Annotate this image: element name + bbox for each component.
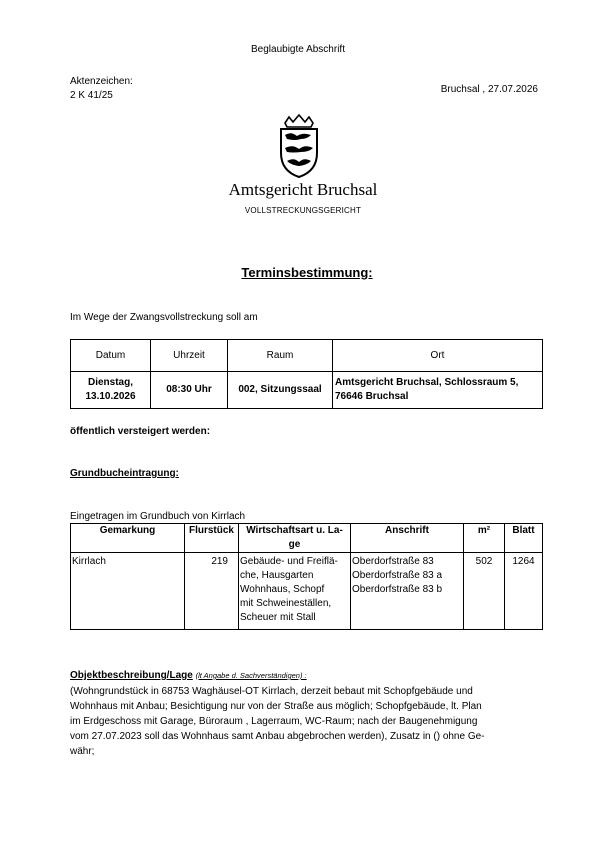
cell-flurstueck: 219 [185, 553, 239, 630]
cell-blatt: 1264 [505, 553, 543, 630]
object-heading-note: (lt Angabe d. Sachverständigen) : [195, 671, 307, 680]
land-register-heading: Grundbucheintragung: [70, 468, 179, 479]
column-header-anschrift: Anschrift [351, 524, 464, 553]
cell-line: Gebäude- und Freiflä- [240, 556, 338, 567]
object-heading [70, 670, 307, 681]
place-date: Bruchsal , 27.07.2026 [440, 84, 538, 95]
place-line-1: Amtsgericht Bruchsal, Schlossraum 5, [335, 377, 519, 388]
document-title: Terminsbestimmung: [241, 265, 373, 280]
description-line: (Wohngrundstück in 68753 Waghäusel-OT Kirrlach, derzeit bebaut mit Schopfgebäude und [70, 686, 473, 697]
cell-line: Oberdorfstraße 83 b [352, 584, 443, 595]
court-department: VOLLSTRECKUNGSGERICHT [244, 206, 362, 215]
header-line: ge [288, 539, 301, 550]
appointment-table [70, 339, 543, 409]
cell-line: mit Schweineställen, [240, 598, 332, 609]
description-line: Wohnhaus mit Anbau; Besichtigung nur von der Straße aus möglich; Schopfgebäude, lt. Plan [70, 701, 482, 712]
cell-line: Oberdorfstraße 83 a [352, 570, 443, 581]
file-number: 2 K 41/25 [70, 90, 113, 101]
column-header-area: m² [464, 524, 505, 553]
table-row [71, 372, 543, 409]
description-line: im Erdgeschoss mit Garage, Büroraum , Lagerraum, WC-Raum; nach der Baugenehmigung [70, 716, 478, 727]
appointment-time: 08:30 Uhr [151, 372, 228, 409]
registered-in-text: Eingetragen im Grundbuch von Kirrlach [70, 511, 246, 522]
column-header-room: Raum [228, 340, 333, 372]
cell-line: Oberdorfstraße 83 [352, 556, 434, 567]
auction-text: öffentlich versteigert werden: [70, 426, 211, 437]
description-line: vom 27.07.2023 soll das Wohnhaus samt Anbau abgebrochen werden), Zusatz in () ohne Ge- [70, 731, 485, 742]
table-header-row [71, 524, 543, 553]
column-header-date: Datum [71, 340, 151, 372]
weekday: Dienstag, [87, 377, 133, 388]
header-line: Wirtschaftsart u. La- [246, 525, 343, 536]
object-description [70, 684, 545, 759]
cell-wirtschaftsart [239, 553, 351, 630]
certified-copy-note: Beglaubigte Abschrift [251, 44, 345, 55]
cell-line: Wohnhaus, Schopf [240, 584, 325, 595]
cell-anschrift [351, 553, 464, 630]
table-header-row [71, 340, 543, 372]
column-header-flurstueck: Flurstück [185, 524, 239, 553]
appointment-date [71, 372, 151, 409]
column-header-gemarkung: Gemarkung [71, 524, 185, 553]
appointment-room: 002, Sitzungssaal [228, 372, 333, 409]
column-header-time: Uhrzeit [151, 340, 228, 372]
land-register-table [70, 523, 543, 630]
place-line-2: 76646 Bruchsal [335, 391, 409, 402]
column-header-wirtschaftsart [239, 524, 351, 553]
cell-gemarkung: Kirrlach [71, 553, 185, 630]
coat-of-arms-icon [277, 113, 321, 179]
intro-text: Im Wege der Zwangsvollstreckung soll am [70, 312, 258, 323]
cell-area: 502 [464, 553, 505, 630]
description-line: währ; [70, 746, 95, 757]
file-number-label: Aktenzeichen: [70, 76, 133, 87]
column-header-blatt: Blatt [505, 524, 543, 553]
date: 13.10.2026 [85, 391, 136, 402]
court-name: Amtsgericht Bruchsal [228, 180, 378, 199]
table-row [71, 553, 543, 630]
appointment-place [333, 372, 543, 409]
object-heading-text: Objektbeschreibung/Lage [70, 670, 193, 681]
cell-line: Scheuer mit Stall [240, 612, 316, 623]
column-header-place: Ort [333, 340, 543, 372]
cell-line: che, Hausgarten [240, 570, 314, 581]
